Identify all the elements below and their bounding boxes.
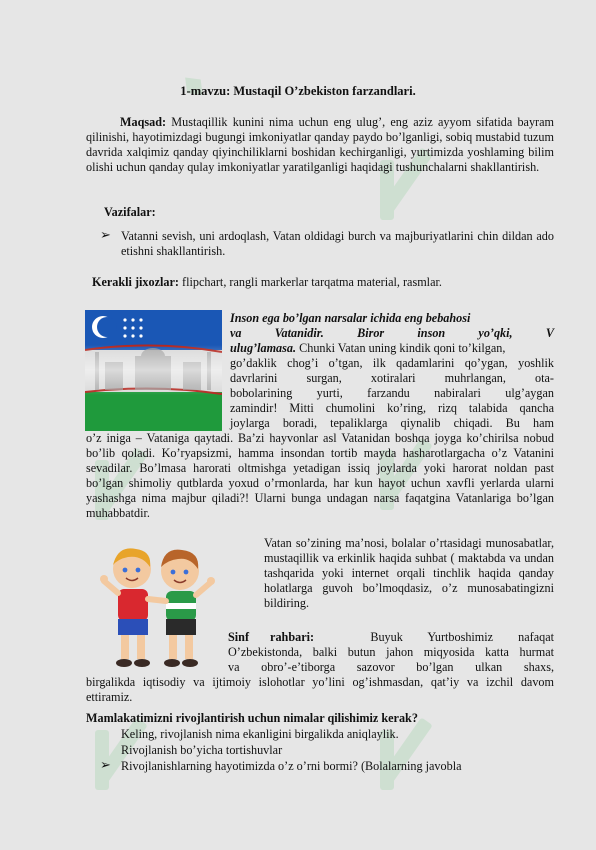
maqsad-label: Maqsad:	[120, 115, 167, 129]
jixoz-label: Kerakli jixozlar:	[92, 275, 179, 289]
vazifalar-label: Vazifalar:	[104, 205, 156, 219]
sinf-continuation: birgalikda iqtisodiy va ijtimoiy islohotlar yo’lini og’ishmasdan, qat’iy va izchil davom ettiramiz.	[86, 675, 554, 704]
jixoz-text: flipchart, rangli markerlar tarqatma material, rasmlar.	[182, 275, 442, 289]
two-boys-illustration	[100, 543, 216, 671]
p2-paragraph: Vatan so’zining ma’nosi, bolalar o’rtasidagi munosabatlar, mustaqillik va erkinlik haqida suhbat ( maktabda va undan tashqarida yoki internet orqali tinchlik haqida qanday holatlarga guvoh bo’lmoqdasiz, o’z munosabatingizni bildiring.	[264, 536, 554, 610]
sinf-line-3: va obro’-e’tiborga sazovor bo’lgan ulkan shaxs,	[228, 660, 554, 674]
jixoz-line	[92, 275, 554, 290]
p1-line-4: go’daklik chog’i o’tgan, ilk qadamlarini qo’ygan, yoshlik	[230, 356, 554, 370]
uzbekistan-flag-image	[85, 310, 222, 431]
arrow-bullet-icon: ➢	[100, 757, 111, 772]
p1-line-8: joylarga boradi, tepaliklarga qiynalib chiqadi. Bu ham	[230, 416, 554, 430]
p1-continuation: o’z iniga – Vataniga qaytadi. Ba’zi hayvonlar asl Vatanidan boshqa joyga ko’chirilsa nobud bo’lib qoladi. Ko’ryapsizmi, hamma insondan tortib mayda hasharotlargacha o’z Vatanini sevadilar. Bo’lmasa harorati oltmishga yetadigan issiq joylarda yoki harorat noldan past bo’lgan shimoliy qutblarda yoxud o’rmonlarda, har kun hayot uchun xavfli yerlarda ularni yashashga nima majbur qiladi?! Ularni bunga undagan narsa faqatgina Vatanlariga bo’lgan muhabbatdir.	[86, 431, 554, 520]
sinf-line-2: O’zbekistonda, balki butun jahon miqyosida katta hurmat	[228, 645, 554, 659]
question-heading: Mamlakatimizni rivojlantirish uchun nimalar qilishimiz kerak?	[86, 711, 418, 725]
sinf-label: Sinf rahbari:	[228, 630, 315, 644]
list-item: Rivojlanish bo’yicha tortishuvlar	[121, 743, 283, 757]
p1-bold-line-1: Inson ega bo’lgan narsalar ichida eng bebahosi	[230, 311, 471, 325]
arrow-bullet-icon: ➢	[100, 227, 111, 242]
sinf-line-1	[228, 630, 554, 645]
p1-word: va	[230, 326, 242, 340]
watermark-logo: ♦	[169, 62, 220, 113]
sinf-line-1-text: Buyuk Yurtboshimiz nafaqat	[370, 630, 554, 644]
p1-line-6: bobolarining yurti, farzandu nabiralari ulg’aygan	[230, 386, 554, 400]
page-title: 1-mavzu: Mustaqil O’zbekiston farzandlari.	[180, 84, 416, 98]
list-item: Rivojlanishlarning hayotimizda o’z o’rni bormi? (Bolalarning javobla	[121, 759, 462, 773]
list-item: Keling, rivojlanish nima ekanligini birgalikda aniqlaylik.	[121, 727, 399, 741]
p1-bold-word: ulug’lamasa.	[230, 341, 297, 355]
p1-word: Biror	[357, 326, 385, 340]
p1-line-5: davrlarini surgan, xotiralari muhrlangan, ota-	[230, 371, 554, 385]
p1-word: V	[545, 326, 554, 340]
p1-word: Vatanidir.	[274, 326, 324, 340]
p1-word: inson	[417, 326, 446, 340]
p1-bold-line-2	[230, 326, 554, 341]
p1-line-7: zamindir! Mitti chumolini ko’ring, rizq talabida qancha	[230, 401, 554, 415]
vazifa-item: Vatanni sevish, uni ardoqlash, Vatan oldidagi burch va majburiyatlarini chin dildan ado etishni shakllantirish.	[121, 229, 554, 258]
p1-line-3-rest: Chunki Vatan uning kindik qoni to’kilgan,	[299, 341, 506, 355]
maqsad-paragraph	[86, 115, 554, 175]
p1-line-3	[230, 341, 554, 356]
p1-word: yo’qki,	[478, 326, 513, 340]
maqsad-text: Mustaqillik kunini nima uchun eng ulug’, eng aziz ayyom sifatida bayram qilinishi, hayotimizdagi bugungi imkoniyatlar qanday paydo bo’lganligi, sobiq mustabid tuzum davrida xalqimiz qanday qiyinchiliklarni boshidan kechirganligi, yurtimizda yoshlaming bilim olishi uchun qanday qulay imkoniyatlar yaratilganligi haqidagi tushunchalarni shakllantirish.	[86, 115, 555, 174]
